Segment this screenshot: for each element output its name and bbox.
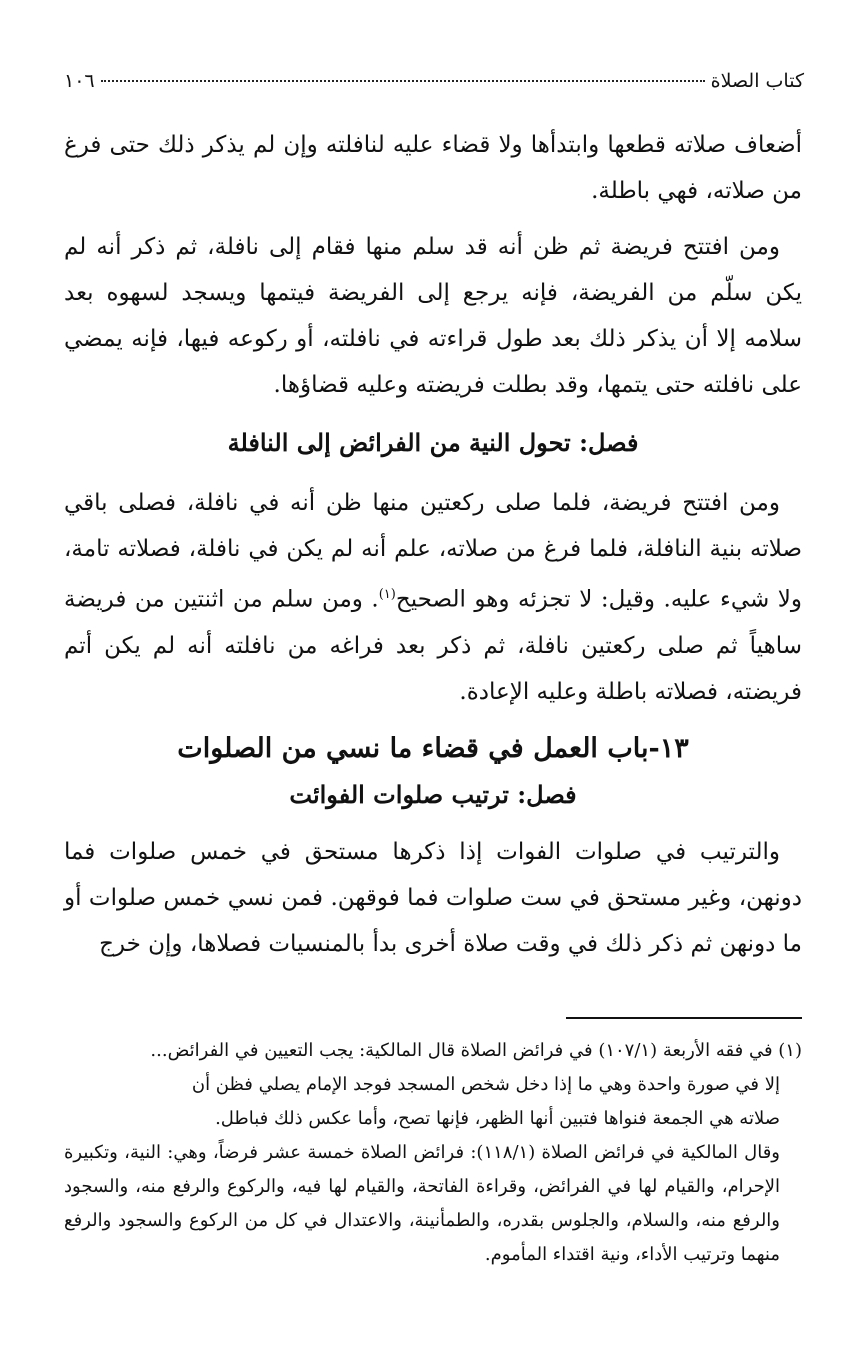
footnote-separator — [566, 1017, 802, 1019]
section-heading-niyyah: فصل: تحول النية من الفرائض إلى النافلة — [227, 428, 639, 457]
paragraph-2: ومن افتتح فريضة ثم ظن أنه قد سلم منها فقام إلى نافلة، ثم ذكر أنه لم يكن سلّم من الفريضة، فإنه يرجع إلى الفريضة فيتمها ويسجد لسهوه بعد سلامه إلا أن يذكر ذلك بعد طول قراءته في نافلته، أو ركوعه فيها، فإنه يمضي على نافلته حتى يتمها، وقد بطلت فريضته وعليه قضاؤها. — [64, 234, 802, 398]
page-number: ١٠٦ — [64, 70, 95, 92]
footnotes — [64, 1034, 802, 1272]
footnote-1-line-1: (١) في فقه الأربعة (١٠٧/١) في فرائض الصلاة قال المالكية: يجب التعيين في الفرائض... — [150, 1040, 802, 1061]
running-header-title: كتاب الصلاة — [710, 70, 804, 92]
footnote-1-line-2: إلا في صورة واحدة وهي ما إذا دخل شخص المسجد فوجد الإمام يصلي فظن أن — [191, 1074, 780, 1095]
paragraph-3-part-2: . ومن سلم من اثنتين من فريضة ساهياً ثم صلى ركعتين نافلة، ثم ذكر بعد فراغه من نافلته أنه لم يكن أتم فريضته، فصلاته باطلة وعليه الإعادة. — [64, 586, 802, 705]
section-heading-tartib: فصل: ترتيب صلوات الفوائت — [289, 779, 577, 809]
main-text — [64, 122, 802, 977]
header-dot-leader — [101, 80, 705, 82]
paragraph-4: والترتيب في صلوات الفوات إذا ذكرها مستحق في خمس صلوات فما دونهن، وغير مستحق في ست صلوات فما فوقهن. فمن نسي خمس صلوات أو ما دونهن ثم ذكر ذلك في وقت صلاة أخرى بدأ بالمنسيات فصلاها، وإن خرج — [64, 838, 802, 957]
paragraph-3-part-1: ومن افتتح فريضة، فلما صلى ركعتين منها ظن أنه في نافلة، فصلى باقي صلاته بنية النافلة، فلما فرغ من صلاته، علم أنه لم يكن في نافلة، فصلاته تامة، ولا شيء عليه. وقيل: لا تجزئه وهو الصحيح — [64, 490, 803, 613]
running-header — [64, 70, 804, 106]
footnote-1-line-3: صلاته هي الجمعة فنواها فتبين أنها الظهر، فإنها تصح، وأما عكس ذلك فباطل. — [215, 1108, 780, 1129]
footnote-2: وقال المالكية في فرائض الصلاة (١١٨/١): فرائض الصلاة خمسة عشر فرضاً، وهي: النية، وتكبيرة الإحرام، والقيام لها في الفرائض، وقراءة الفاتحة، والقيام لها فيه، والركوع والرفع منه، والسجود والرفع منه، والسلام، والجلوس بقدره، والطمأنينة، والاعتدال في كل من الركوع والسجود والرفع منهما وترتيب الأداء، ونية اقتداء المأموم. — [64, 1142, 780, 1265]
chapter-heading: ١٣-باب العمل في قضاء ما نسي من الصلوات — [177, 732, 689, 764]
footnote-reference-1: (١) — [378, 587, 396, 602]
paragraph-1: أضعاف صلاته قطعها وابتدأها ولا قضاء عليه لنافلته وإن لم يذكر ذلك حتى فرغ من صلاته، فهي باطلة. — [64, 132, 802, 204]
paragraph-3 — [64, 480, 802, 715]
